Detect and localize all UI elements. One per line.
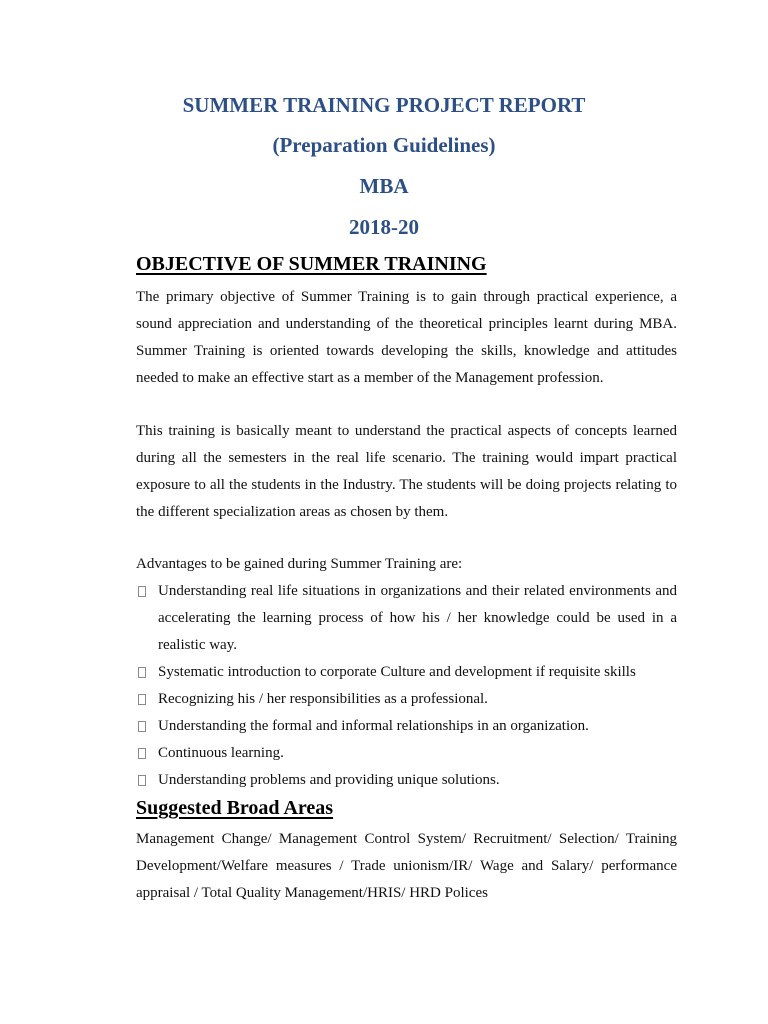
square-bullet-icon	[138, 748, 146, 759]
report-title: SUMMER TRAINING PROJECT REPORT	[182, 93, 586, 117]
list-item	[136, 767, 677, 794]
list-item-text: Systematic introduction to corporate Culture and development if requisite skills	[158, 664, 636, 680]
square-bullet-icon	[138, 775, 146, 786]
broad-areas-heading: Suggested Broad Areas	[136, 797, 334, 819]
objective-paragraph-2: This training is basically meant to understand the practical aspects of concepts learned during all the semesters in the real life scenario. The training would impart practical exposure to all the students in the Industry. The students will be doing projects relating to the different specialization areas as chosen by them.	[136, 423, 677, 520]
square-bullet-icon	[138, 694, 146, 705]
list-item	[136, 578, 677, 659]
list-item	[136, 740, 677, 767]
program-name: MBA	[359, 174, 409, 198]
report-subtitle: (Preparation Guidelines)	[272, 133, 496, 157]
list-item-text: Continuous learning.	[158, 745, 284, 761]
square-bullet-icon	[138, 667, 146, 678]
list-item	[136, 713, 677, 740]
session-years: 2018-20	[349, 215, 419, 239]
list-item-text: Recognizing his / her responsibilities as a professional.	[158, 691, 488, 707]
list-item	[136, 659, 677, 686]
list-item	[136, 686, 677, 713]
advantages-list	[136, 578, 677, 794]
objective-paragraph-1: The primary objective of Summer Training is to gain through practical experience, a sound appreciation and understanding of the theoretical principles learnt during MBA. Summer Training is oriented towards developing the skills, knowledge and attitudes needed to make an effective start as a member of the Management profession.	[136, 289, 677, 386]
square-bullet-icon	[138, 721, 146, 732]
broad-areas-paragraph: Management Change/ Management Control System/ Recruitment/ Selection/ Training Development/Welfare measures / Trade unionism/IR/ Wage and Salary/ performance appraisal / Total Quality Management/HRIS/ HRD Polices	[136, 831, 677, 901]
list-item-text: Understanding real life situations in organizations and their related environments and accelerating the learning process of how his / her knowledge could be used in a realistic way.	[158, 583, 677, 653]
objective-heading: OBJECTIVE OF SUMMER TRAINING	[136, 253, 487, 275]
square-bullet-icon	[138, 586, 146, 597]
list-item-text: Understanding the formal and informal relationships in an organization.	[158, 718, 589, 734]
list-item-text: Understanding problems and providing unique solutions.	[158, 772, 500, 788]
advantages-intro: Advantages to be gained during Summer Training are:	[136, 556, 463, 572]
